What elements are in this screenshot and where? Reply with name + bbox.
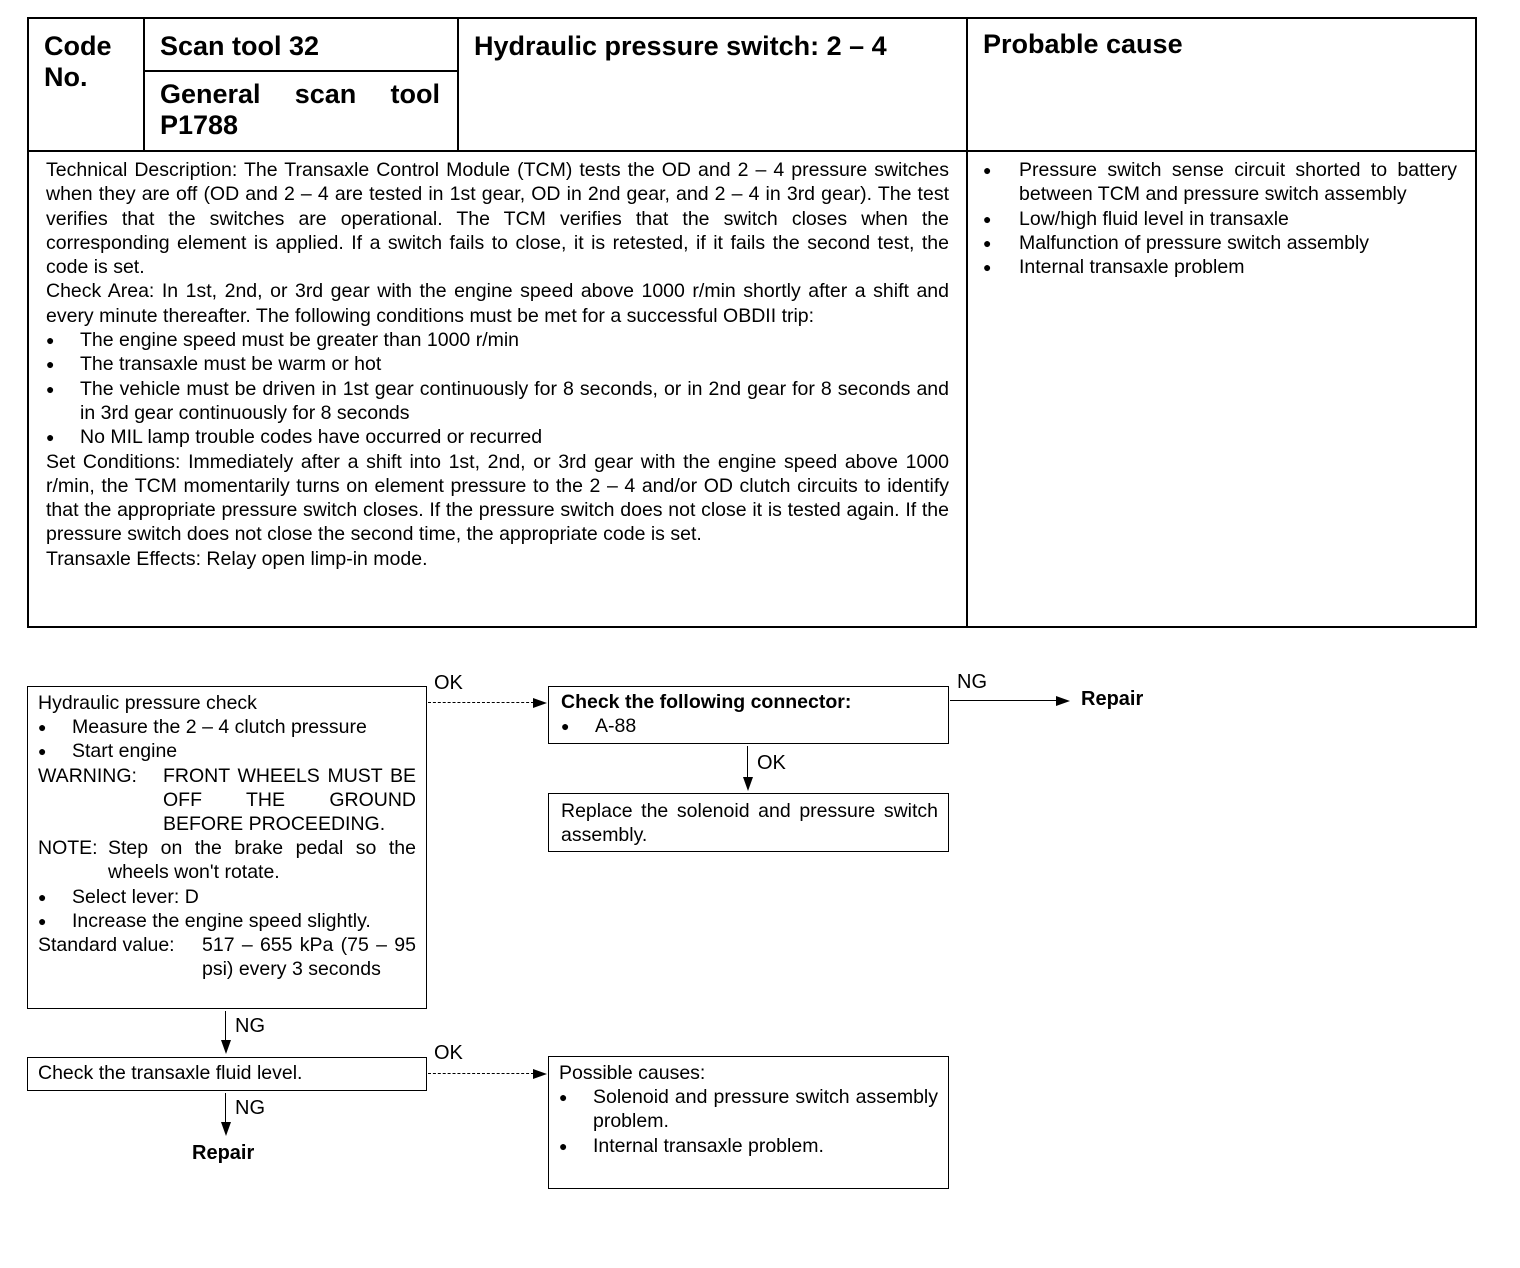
possible-causes-title: Possible causes: (559, 1062, 706, 1084)
flow-arrow-line (225, 1011, 226, 1041)
replace-solenoid-box: Replace the solenoid and pressure switch assembly. (548, 793, 949, 852)
ok-label: OK (434, 1042, 463, 1064)
table-divider (143, 17, 145, 152)
probable-cause-list (983, 158, 1457, 279)
warning-label: WARNING: (38, 764, 137, 787)
probable-cause-item: ● Malfunction of pressure switch assembly (983, 231, 1457, 255)
condition-item: ● The transaxle must be warm or hot (46, 352, 949, 376)
flow-arrowhead (1056, 696, 1070, 706)
condition-item: ● The engine speed must be greater than 1000 r/min (46, 328, 949, 352)
connector-title: Check the following connector: (561, 691, 852, 713)
condition-item: ● The vehicle must be driven in 1st gear continuously for 8 seconds, or in 2nd gear for 8 seconds and in 3rd gear continuously for 8 seconds (46, 377, 949, 426)
flow-arrowhead (533, 698, 547, 708)
table-divider (143, 70, 458, 72)
scan-tool-32-header: Scan tool 32 (160, 31, 320, 61)
hyd-check-step: ● Start engine (38, 739, 416, 763)
condition-item: ● No MIL lamp trouble codes have occurred or recurred (46, 425, 949, 449)
flow-arrowhead (221, 1040, 231, 1054)
ng-label: NG (235, 1015, 265, 1037)
transaxle-effects: Transaxle Effects: Relay open limp-in mode. (46, 547, 428, 570)
flow-arrow-line (747, 746, 748, 778)
standard-value-text: 517 – 655 kPa (75 – 95 psi) every 3 seconds (202, 934, 416, 981)
warning-row (38, 764, 416, 837)
dtc-title: Hydraulic pressure switch: 2 – 4 (474, 31, 887, 61)
general-scan-tool-header: General scan tool P1788 (160, 79, 440, 140)
hydraulic-pressure-check-box (27, 686, 427, 1009)
description-cell (46, 158, 949, 571)
ok-label: OK (757, 752, 786, 774)
probable-cause-header: Probable cause (983, 29, 1183, 59)
note-label: NOTE: (38, 837, 98, 860)
possible-cause-item: ● Solenoid and pressure switch assembly problem. (559, 1085, 938, 1133)
set-conditions: Set Conditions: Immediately after a shift into 1st, 2nd, or 3rd gear with the engine speed above 1000 r/min, the TCM momentarily turns on element pressure to the 2 – 4 and/or OD clutch circuits to identify that the appropriate pressure switch closes. If the pressure switch does not close it is tested again. If the pressure switch does not close the second time, the appropriate code is set. (46, 450, 949, 546)
code-no-header: Code No. (44, 31, 112, 92)
check-area: Check Area: In 1st, 2nd, or 3rd gear with the engine speed above 1000 r/min shortly after a shift and every minute thereafter. The following conditions must be met for a successful OBDII trip: (46, 280, 949, 327)
table-divider (457, 17, 459, 152)
hyd-check-title: Hydraulic pressure check (38, 692, 257, 714)
technical-description: Technical Description: The Transaxle Control Module (TCM) tests the OD and 2 – 4 pressure switches when they are off (OD and 2 – 4 are tested in 1st gear, OD in 2nd gear, and 2 – 4 in 3rd gear). The test verifies that the switches are operational. The TCM verifies that the switch closes when the corresponding element is applied. If a switch fails to close, it is retested, if it fails the second test, the code is set. (46, 159, 949, 279)
flow-arrow-line (428, 702, 534, 703)
hyd-check-step: ● Increase the engine speed slightly. (38, 909, 416, 933)
repair-label: Repair (1081, 688, 1144, 710)
flow-arrow-line (428, 1073, 534, 1074)
flow-arrowhead (533, 1069, 547, 1079)
ng-label: NG (235, 1097, 265, 1119)
warning-text: FRONT WHEELS MUST BE OFF THE GROUND BEFORE PROCEEDING. (163, 764, 416, 836)
standard-value-label: Standard value: (38, 934, 175, 957)
probable-cause-item: ● Pressure switch sense circuit shorted to battery between TCM and pressure switch assembly (983, 158, 1457, 207)
probable-cause-item: ● Low/high fluid level in transaxle (983, 207, 1457, 231)
check-fluid-level-box: Check the transaxle fluid level. (27, 1057, 427, 1091)
ok-label: OK (434, 672, 463, 694)
flow-arrowhead (221, 1122, 231, 1136)
table-divider (27, 150, 1475, 152)
note-row (38, 836, 416, 884)
hyd-check-step: ● Select lever: D (38, 885, 416, 909)
possible-cause-item: ● Internal transaxle problem. (559, 1134, 938, 1158)
table-divider (966, 17, 968, 626)
connector-item: ● A-88 (561, 714, 938, 738)
standard-value-row (38, 933, 416, 981)
probable-cause-item: ● Internal transaxle problem (983, 255, 1457, 279)
ng-label: NG (957, 671, 987, 693)
flow-arrow-line (950, 700, 1060, 701)
check-connector-box (548, 686, 949, 744)
note-text: Step on the brake pedal so the wheels won't rotate. (108, 837, 416, 884)
flow-arrowhead (743, 777, 753, 791)
possible-causes-box (548, 1056, 949, 1189)
repair-label: Repair (192, 1142, 255, 1164)
hyd-check-step: ● Measure the 2 – 4 clutch pressure (38, 715, 416, 739)
flow-arrow-line (225, 1093, 226, 1123)
